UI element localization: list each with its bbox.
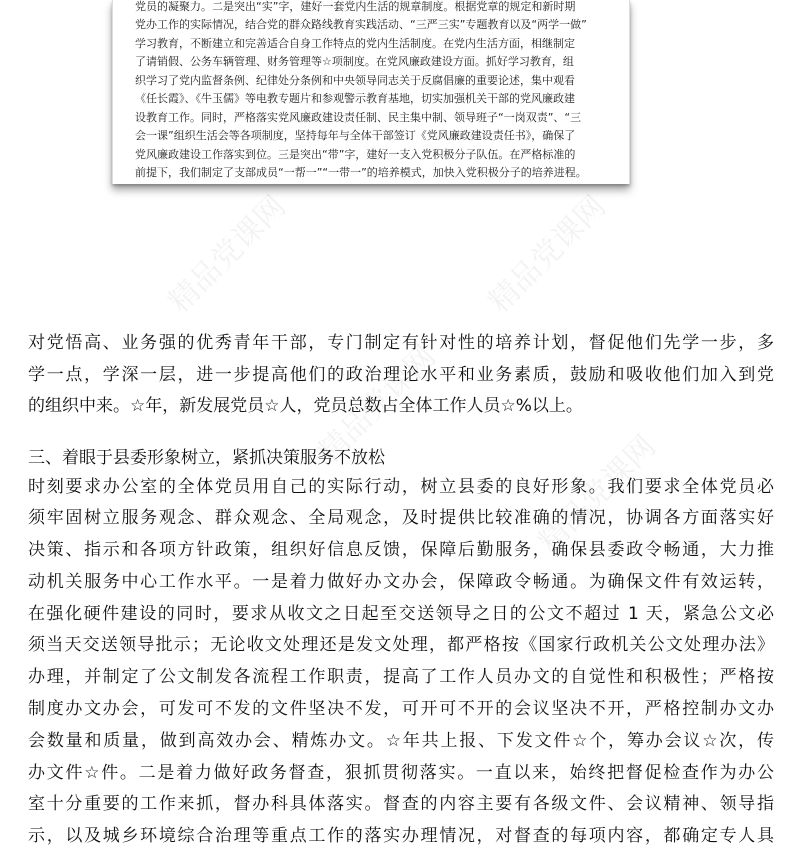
watermark: 精品党课网 — [312, 339, 443, 470]
paragraph-line: 动机关服务中心工作水平。一是着力做好办文办会，保障政令畅通。为确保文件有效运转， — [28, 572, 774, 592]
embedded-line: 党风廉政建设工作落实到位。三是突出“带”字，建好一支入党积极分子队伍。在严格标准的 — [135, 148, 576, 161]
embedded-line: 设教育工作。同时，严格落实党风廉政建设责任制、民主集中制、领导班子“一岗双责”、“三 — [135, 111, 582, 124]
embedded-line: 党员的凝聚力。二是突出“实”字，建好一套党内生活的规章制度。根据党章的规定和新时期 — [135, 0, 576, 13]
paragraph-line: 示，以及城乡环境综合治理等重点工作的落实办理情况，对督查的每项内容，都确定专人具 — [28, 826, 774, 846]
section-heading: 三、着眼于县委形象树立，紧抓决策服务不放松 — [28, 448, 385, 468]
paragraph-line: 对党悟高、业务强的优秀青年干部，专门制定有针对性的培养计划，督促他们先学一步，多 — [28, 333, 774, 353]
paragraph-line: 制度办文办会，可发可不发的文件坚决不发，可开可不开的会议坚决不开，严格控制办文办 — [28, 699, 774, 719]
embedded-page-image — [112, 0, 630, 184]
paragraph-line: 决策、指示和各项方针政策，组织好信息反馈，保障后勤服务，确保县委政令畅通，大力推 — [28, 540, 774, 560]
embedded-line: 学习教育，不断建立和完善适合自身工作特点的党内生活制度。在党内生活方面，相继制定 — [135, 37, 575, 50]
paragraph-line: 须牢固树立服务观念、群众观念、全局观念，及时提供比较准确的情况，协调各方面落实好 — [28, 508, 774, 528]
paragraph-line: 学一点，学深一层，进一步提高他们的政治理论水平和业务素质，鼓励和吸收他们加入到党 — [28, 365, 774, 385]
embedded-line: 党办工作的实际情况，结合党的群众路线教育实践活动、“三严三实”专题教育以及“两学一做” — [135, 18, 587, 31]
embedded-line: 《任长霞》、《牛玉儒》等电教专题片和参观警示教育基地，切实加强机关干部的党风廉政建 — [135, 92, 575, 105]
paragraph-line: 时刻要求办公室的全体党员用自己的实际行动，树立县委的良好形象。我们要求全体党员必 — [28, 477, 774, 497]
paragraph-line: 会数量和质量，做到高效办会、精炼办文。☆年共上报、下发文件☆个，筹办会议☆次，传 — [28, 731, 774, 751]
watermark: 精品党课网 — [532, 429, 663, 560]
paragraph-line: 办理，并制定了公文制发各流程工作职责，提高了工作人员办文的自觉性和积极性；严格按 — [28, 667, 774, 687]
embedded-line: 织学习了党内监督条例、纪律处分条例和中央领导同志关于反腐倡廉的重要论述，集中观看 — [135, 74, 575, 87]
paragraph-line: 须当天交送领导批示；无论收文处理还是发文处理，都严格按《国家行政机关公文处理办法》 — [28, 635, 774, 655]
embedded-line: 了请销假、公务车辆管理、财务管理等☆项制度。在党风廉政建设方面。抓好学习教育，组 — [135, 55, 574, 68]
paragraph-line: 的组织中来。☆年，新发展党员☆人，党员总数占全体工作人员☆%以上。 — [28, 396, 583, 416]
embedded-line: 前提下，我们制定了支部成员“一帮一”“一带一”的培养模式，加快入党积极分子的培养进程。 — [135, 166, 587, 179]
watermark: 精品党课网 — [162, 189, 293, 320]
paragraph-line: 办文件☆件。二是着力做好政务督查，狠抓贯彻落实。一直以来，始终把督促检查作为办公 — [28, 763, 774, 783]
paragraph-line: 室十分重要的工作来抓，督办科具体落实。督查的内容主要有各级文件、会议精神、领导指 — [28, 794, 774, 814]
paragraph-line: 在强化硬件建设的同时，要求从收文之日起至交送领导之日的公文不超过 1 天，紧急公文必 — [28, 604, 774, 624]
watermark: 精品党课网 — [482, 189, 613, 320]
embedded-line: 会一课”组织生活会等各项制度，坚持每年与全体干部签订《党风廉政建设责任书》，确保了 — [135, 129, 576, 142]
